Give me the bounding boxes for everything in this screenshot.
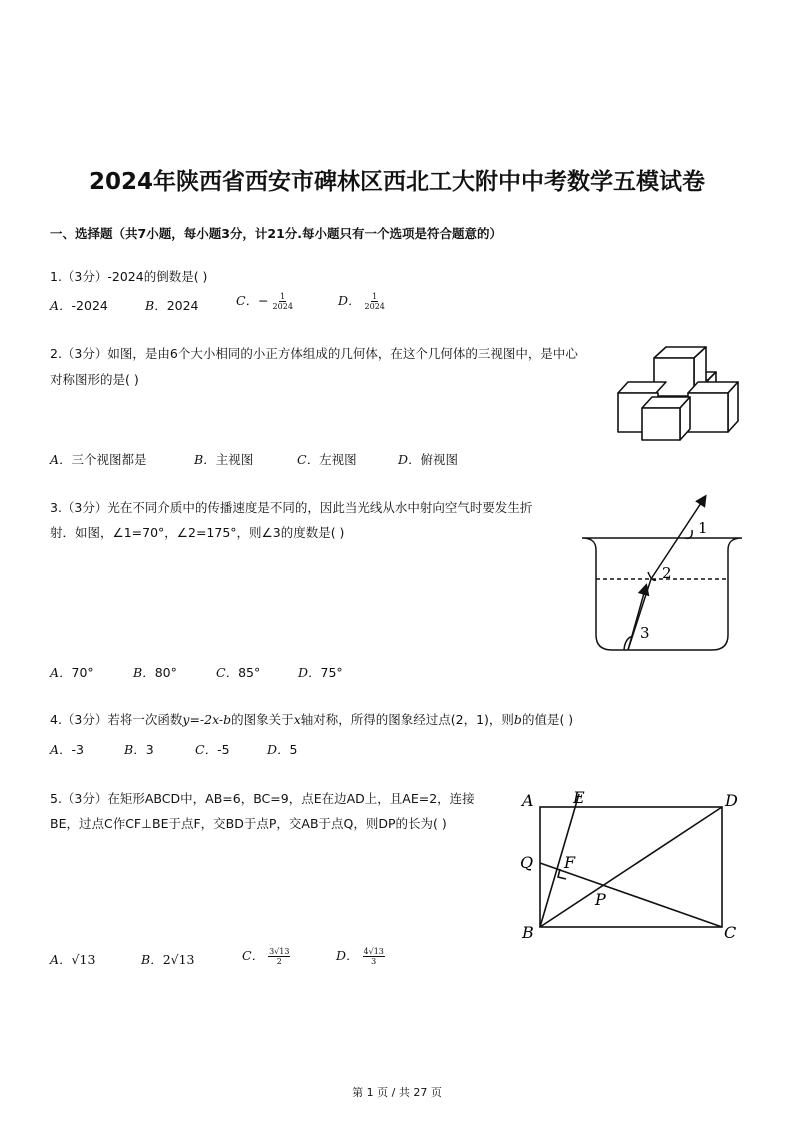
point-q-label: Q — [520, 853, 534, 872]
question-2-option-b — [194, 450, 253, 468]
question-3-stem-line-2: 射．如图，∠1=70°，∠2=175°，则∠3的度数是( ) — [50, 525, 345, 540]
option-label: B． — [141, 952, 163, 967]
stem-part: 4.（3分）若将一次函数 — [50, 712, 183, 727]
option-label: D． — [338, 293, 361, 308]
angle-1-arc — [685, 530, 692, 538]
denominator: 2024 — [272, 302, 293, 311]
option-text: 2√13 — [162, 952, 195, 967]
page-footer: 第 1 页 / 共 27 页 — [352, 1086, 442, 1099]
option-text: -2024 — [71, 298, 108, 313]
option-label: C． — [195, 742, 218, 757]
question-5-stem-line-1: 5.（3分）在矩形ABCD中，AB=6，BC=9，点E在边AD上，且AE=2，连接 — [50, 791, 475, 806]
refraction-figure — [580, 490, 744, 658]
paper-title: 2024年陕西省西安市碑林区西北工大附中中考数学五模试卷 — [88, 169, 705, 195]
option-text: 三个视图都是 — [71, 452, 147, 467]
option-text: 左视图 — [319, 452, 357, 467]
question-4-stem — [50, 707, 573, 733]
variable-b: b — [513, 712, 522, 727]
question-1-option-c — [236, 291, 293, 311]
option-text: 2024 — [166, 298, 199, 313]
stem-part: 轴对称，所得的图象经过点(2，1)，则 — [300, 712, 514, 727]
option-text: 70° — [71, 665, 94, 680]
numerator: 3√13 — [269, 947, 290, 956]
cubes-figure — [612, 345, 742, 443]
point-p-label: P — [595, 890, 606, 909]
numerator: 4√13 — [363, 947, 384, 956]
option-label: A． — [50, 952, 72, 967]
question-1-stem: 1.（3分）-2024的倒数是( ) — [50, 269, 208, 284]
numerator: 1 — [280, 292, 286, 301]
denominator: 3 — [371, 957, 377, 966]
section-heading: 一、选择题（共7小题，每小题3分，计21分.每小题只有一个选项是符合题意的） — [50, 226, 503, 241]
fraction — [268, 947, 290, 966]
question-2-stem-line-1: 2.（3分）如图，是由6个大小相同的小正方体组成的几何体，在这个几何体的三视图中，是中心 — [50, 346, 578, 361]
minus-sign: − — [258, 293, 269, 308]
question-4-option-d — [267, 740, 297, 758]
line-cq — [540, 863, 722, 927]
option-label: B． — [124, 742, 146, 757]
point-a-label: A — [522, 791, 534, 810]
point-d-label: D — [725, 791, 738, 810]
option-text: √13 — [71, 952, 96, 967]
fraction — [363, 947, 385, 966]
denominator: 2024 — [364, 302, 385, 311]
option-label: C． — [242, 948, 265, 963]
question-5-option-b — [141, 950, 195, 968]
option-label: B． — [145, 298, 167, 313]
option-label: D． — [267, 742, 290, 757]
question-5-stem-line-2: BE，过点C作CF⊥BE于点F，交BD于点P，交AB于点Q，则DP的长为( ) — [50, 816, 447, 831]
option-label: D． — [336, 948, 359, 963]
question-2-option-a — [50, 450, 147, 468]
option-label: A． — [50, 452, 72, 467]
option-label: B． — [133, 665, 155, 680]
question-3-stem-line-1: 3.（3分）光在不同介质中的传播速度是不同的，因此当光线从水中射向空气时要发生折 — [50, 500, 533, 515]
option-text: 主视图 — [215, 452, 254, 467]
fraction — [365, 292, 385, 311]
option-label: C． — [236, 293, 259, 308]
question-1-option-a — [50, 296, 108, 314]
question-4-option-c — [195, 740, 230, 758]
question-1-option-b — [145, 296, 199, 314]
option-text: 75° — [320, 665, 343, 680]
option-label: A． — [50, 298, 72, 313]
fraction — [273, 292, 293, 311]
question-5-option-d — [336, 946, 385, 966]
point-c-label: C — [724, 923, 737, 942]
beaker-outline — [582, 538, 742, 650]
question-4-option-b — [124, 740, 154, 758]
equation: y=-2x-b — [182, 712, 232, 727]
option-label: A． — [50, 665, 72, 680]
axis-variable: x — [293, 712, 301, 727]
numerator: 1 — [372, 292, 378, 301]
option-text: 俯视图 — [420, 452, 459, 467]
option-label: D． — [298, 665, 321, 680]
stem-part: 的图象关于 — [231, 712, 294, 727]
point-e-label: E — [573, 788, 585, 807]
question-3-option-a — [50, 663, 94, 681]
option-text: 3 — [145, 742, 154, 757]
option-label: B． — [194, 452, 216, 467]
question-2-option-d — [398, 450, 458, 468]
point-f-label: F — [564, 853, 576, 872]
question-2-stem-line-2: 对称图形的是( ) — [50, 372, 139, 387]
question-5-option-a — [50, 950, 95, 968]
option-label: C． — [216, 665, 239, 680]
option-text: -5 — [217, 742, 230, 757]
option-label: C． — [297, 452, 320, 467]
rectangle-figure — [518, 786, 744, 946]
option-text: 80° — [154, 665, 177, 680]
question-1-option-d — [338, 291, 385, 311]
option-text: 5 — [289, 742, 298, 757]
question-4-option-a — [50, 740, 84, 758]
point-b-label: B — [522, 923, 534, 942]
question-3-option-c — [216, 663, 260, 681]
angle-1-label: 1 — [698, 519, 708, 537]
option-label: A． — [50, 742, 72, 757]
question-2-option-c — [297, 450, 357, 468]
option-text: 85° — [238, 665, 261, 680]
angle-3-label: 3 — [640, 624, 650, 642]
question-3-option-b — [133, 663, 177, 681]
angle-2-label: 2 — [662, 564, 672, 582]
option-text: -3 — [71, 742, 84, 757]
denominator: 2 — [276, 957, 282, 966]
question-3-option-d — [298, 663, 343, 681]
option-label: D． — [398, 452, 421, 467]
stem-part: 的值是( ) — [521, 712, 574, 727]
question-5-option-c — [242, 946, 290, 966]
